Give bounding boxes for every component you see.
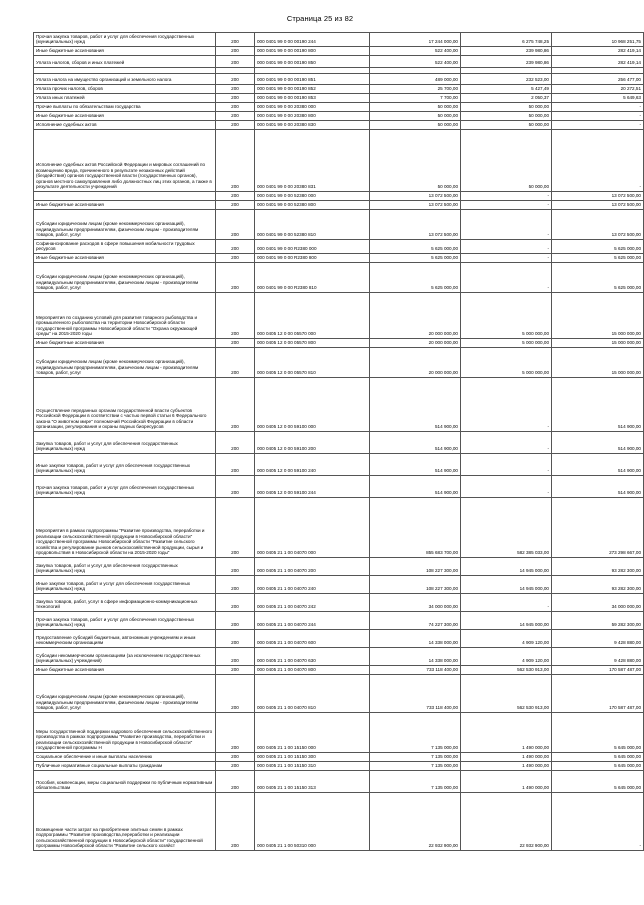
row-approved-cell: 13 072 500,00 [370, 192, 461, 201]
table-row [34, 612, 644, 630]
row-name-cell: Закупка товаров, работ и услуг для обеспечения государственных (муниципальных) нужд [34, 558, 216, 576]
row-code-cell: 200 [216, 112, 255, 121]
table-row [34, 762, 644, 771]
row-approved-cell: 50 000,00 [370, 121, 461, 130]
row-approved-cell: 5 625 000,00 [370, 263, 461, 293]
row-code-cell: 200 [216, 85, 255, 94]
row-code-cell: 200 [216, 192, 255, 201]
table-row [34, 713, 644, 753]
row-name-cell: Закупка товаров, работ, услуг в сфере информационно-коммуникационных технологий [34, 594, 216, 612]
table-row [34, 498, 644, 558]
row-kbk-cell: 000 0401 99 0 00 52380 810 [255, 210, 370, 240]
row-remaining-cell: - [552, 121, 644, 130]
row-executed-cell: 1 490 000,00 [461, 762, 552, 771]
row-code-cell: 200 [216, 793, 255, 851]
row-kbk-cell: 000 0405 21 1 00 04070 242 [255, 594, 370, 612]
row-kbk-cell: 000 0405 21 1 00 04070 630 [255, 648, 370, 666]
row-executed-cell: - [461, 240, 552, 254]
table-row [34, 240, 644, 254]
table-row [34, 339, 644, 348]
row-kbk-cell: 000 0405 21 1 00 04070 800 [255, 666, 370, 675]
row-code-cell: 200 [216, 240, 255, 254]
row-remaining-cell: 15 000 000,00 [552, 348, 644, 378]
row-name-cell: Иные бюджетные ассигнования [34, 201, 216, 210]
row-remaining-cell: 282 419,14 [552, 47, 644, 56]
row-kbk-cell: 000 0401 99 0 00 00190 851 [255, 74, 370, 85]
row-approved-cell: 13 072 500,00 [370, 210, 461, 240]
row-kbk-cell: 000 0405 21 1 00 50310 000 [255, 793, 370, 851]
row-code-cell: 200 [216, 94, 255, 103]
row-approved-cell: 108 227 300,00 [370, 558, 461, 576]
row-code-cell: 200 [216, 576, 255, 594]
row-name-cell: Уплата прочих налогов, сборов [34, 85, 216, 94]
table-row [34, 121, 644, 130]
row-executed-cell: - [461, 192, 552, 201]
row-remaining-cell: 273 298 667,00 [552, 498, 644, 558]
row-approved-cell: 733 118 400,00 [370, 666, 461, 675]
row-remaining-cell: - [552, 130, 644, 192]
row-code-cell: 200 [216, 74, 255, 85]
table-row [34, 476, 644, 498]
row-approved-cell: 17 244 000,00 [370, 33, 461, 47]
table-row [34, 130, 644, 192]
row-approved-cell: 7 135 000,00 [370, 771, 461, 793]
row-approved-cell: 50 000,00 [370, 112, 461, 121]
row-remaining-cell: 10 968 251,75 [552, 33, 644, 47]
row-name-cell: Иные бюджетные ассигнования [34, 112, 216, 121]
row-remaining-cell: 93 282 300,00 [552, 576, 644, 594]
row-approved-cell: 13 072 500,00 [370, 201, 461, 210]
row-kbk-cell: 000 0401 99 0 00 20380 830 [255, 121, 370, 130]
row-code-cell: 200 [216, 630, 255, 648]
row-code-cell: 200 [216, 648, 255, 666]
row-approved-cell: 50 000,00 [370, 103, 461, 112]
row-kbk-cell: 000 0401 99 0 00 00190 850 [255, 56, 370, 68]
table-row [34, 210, 644, 240]
row-code-cell: 200 [216, 263, 255, 293]
row-executed-cell: 14 945 000,00 [461, 558, 552, 576]
row-approved-cell: 22 932 900,00 [370, 793, 461, 851]
row-remaining-cell: 9 428 880,00 [552, 648, 644, 666]
row-name-cell [34, 192, 216, 201]
row-kbk-cell: 000 0405 12 0 00 59100 000 [255, 378, 370, 432]
row-executed-cell: 4 909 120,00 [461, 648, 552, 666]
row-kbk-cell: 000 0405 21 1 00 04070 810 [255, 675, 370, 713]
table-row [34, 112, 644, 121]
row-name-cell: Предоставление субсидий бюджетным, автономным учреждениям и иным некоммерческим организациям [34, 630, 216, 648]
row-remaining-cell: 15 000 000,00 [552, 293, 644, 339]
table-row [34, 432, 644, 454]
row-name-cell: Осуществление переданных органам государственной власти субъектов Российской Федерации в соответствии с частью первой статьи 6 Федерального закона "О животном мире" полномочий Российской Федерации в области организации, регулирования и охраны водных биоресурсов [34, 378, 216, 432]
row-name-cell: Иные бюджетные ассигнования [34, 254, 216, 263]
row-code-cell: 200 [216, 498, 255, 558]
row-executed-cell: 1 490 000,00 [461, 753, 552, 762]
row-executed-cell: 5 427,49 [461, 85, 552, 94]
row-executed-cell: 1 490 000,00 [461, 771, 552, 793]
row-name-cell: Прочие выплаты по обязательствам государства [34, 103, 216, 112]
row-remaining-cell: 13 072 500,00 [552, 201, 644, 210]
row-approved-cell: 20 000 000,00 [370, 339, 461, 348]
row-executed-cell: 22 932 900,00 [461, 793, 552, 851]
row-code-cell: 200 [216, 130, 255, 192]
row-code-cell: 200 [216, 771, 255, 793]
table-row [34, 666, 644, 675]
table-row [34, 630, 644, 648]
row-name-cell: Мероприятия в рамках подпрограммы "Развитие производства, переработки и реализации сельскохозяйственной продукции в Новосибирской области" государственной программы Новосибирской области "Развитие сельского хозяйства и регулирование рынков сельскохозяйственной продукции, сырья и продовольствия в Новосибирской области на 2015-2020 годы" [34, 498, 216, 558]
row-code-cell: 200 [216, 33, 255, 47]
table-row [34, 378, 644, 432]
table-row [34, 793, 644, 851]
row-code-cell: 200 [216, 47, 255, 56]
row-kbk-cell: 000 0405 21 1 00 04070 240 [255, 576, 370, 594]
row-code-cell: 200 [216, 666, 255, 675]
row-name-cell: Возмещение части затрат на приобретение элитных семян в рамках подпрограммы "Развитие производства,переработки и реализации сельскохозяйственной продукции в Новосибирской области" государственной программы Новосибирской области "Развитие сельского хозяйст [34, 793, 216, 851]
row-name-cell: Субсидии юридическим лицам (кроме некоммерческих организаций), индивидуальным предпринимателям, физическим лицам - производителям товаров, работ, услуг [34, 210, 216, 240]
row-remaining-cell: 5 645 000,00 [552, 762, 644, 771]
row-executed-cell: 14 945 000,00 [461, 612, 552, 630]
row-executed-cell: 2 050,37 [461, 94, 552, 103]
table-row [34, 348, 644, 378]
row-kbk-cell: 000 0401 99 0 00 R2380 810 [255, 263, 370, 293]
row-code-cell: 200 [216, 103, 255, 112]
row-approved-cell: 7 135 000,00 [370, 762, 461, 771]
row-remaining-cell: 13 072 500,00 [552, 192, 644, 201]
row-name-cell: Исполнение судебных актов Российской Федерации и мировых соглашений по возмещению вреда, причиненного в результате незаконных действий (бездействия) органов государственной власти (государственных органов), органов местного самоуправления либо должностных лиц этих органов, а также в результате деятельности учреждений [34, 130, 216, 192]
table-row [34, 558, 644, 576]
row-approved-cell: 514 900,00 [370, 454, 461, 476]
row-approved-cell: 108 227 300,00 [370, 576, 461, 594]
row-approved-cell: 7 135 000,00 [370, 713, 461, 753]
row-approved-cell: 522 400,00 [370, 47, 461, 56]
table-row [34, 576, 644, 594]
table-row [34, 56, 644, 68]
row-remaining-cell: - [552, 793, 644, 851]
row-approved-cell: 514 900,00 [370, 476, 461, 498]
row-executed-cell: 239 980,86 [461, 47, 552, 56]
row-kbk-cell: 000 0405 21 1 00 15150 313 [255, 771, 370, 793]
row-name-cell: Субсидии юридическим лицам (кроме некоммерческих организаций), индивидуальным предпринимателям, физическим лицам - производителям товаров, работ, услуг [34, 263, 216, 293]
row-approved-cell: 733 118 400,00 [370, 675, 461, 713]
row-code-cell: 200 [216, 753, 255, 762]
row-kbk-cell: 000 0401 99 0 00 20380 800 [255, 112, 370, 121]
row-name-cell: Иные закупки товаров, работ и услуг для обеспечения государственных (муниципальных) нужд [34, 576, 216, 594]
table-row [34, 201, 644, 210]
row-executed-cell: - [461, 432, 552, 454]
row-approved-cell: 20 000 000,00 [370, 348, 461, 378]
row-remaining-cell: 5 625 000,00 [552, 263, 644, 293]
row-remaining-cell: - [552, 112, 644, 121]
row-remaining-cell: - [552, 103, 644, 112]
row-remaining-cell: 170 587 487,00 [552, 675, 644, 713]
row-executed-cell: - [461, 454, 552, 476]
row-kbk-cell: 000 0401 99 0 00 00190 800 [255, 47, 370, 56]
row-remaining-cell: 514 900,00 [552, 476, 644, 498]
row-executed-cell: 582 385 033,00 [461, 498, 552, 558]
row-approved-cell: 7 700,00 [370, 94, 461, 103]
row-kbk-cell: 000 0405 21 1 00 04070 244 [255, 612, 370, 630]
row-kbk-cell: 000 0401 99 0 00 20380 000 [255, 103, 370, 112]
table-row [34, 753, 644, 762]
row-remaining-cell: 34 000 000,00 [552, 594, 644, 612]
table-row [34, 771, 644, 793]
row-remaining-cell: 9 428 880,00 [552, 630, 644, 648]
row-executed-cell: - [461, 378, 552, 432]
page-header: Страница 25 из 82 [286, 14, 354, 23]
row-remaining-cell: 20 272,51 [552, 85, 644, 94]
row-executed-cell: 5 000 000,00 [461, 293, 552, 339]
row-approved-cell: 20 000 000,00 [370, 293, 461, 339]
row-kbk-cell: 000 0405 12 0 00 59100 200 [255, 432, 370, 454]
row-code-cell: 200 [216, 432, 255, 454]
table-body [34, 33, 644, 851]
row-code-cell: 200 [216, 476, 255, 498]
row-name-cell: Пособия, компенсации, меры социальной поддержки по публичным нормативным обязательствам [34, 771, 216, 793]
row-kbk-cell: 000 0405 21 1 00 15150 300 [255, 753, 370, 762]
row-approved-cell: 74 227 300,00 [370, 612, 461, 630]
table-row [34, 293, 644, 339]
table-row [34, 648, 644, 666]
row-name-cell: Субсидии юридическим лицам (кроме некоммерческих организаций), индивидуальным предпринимателям, физическим лицам - производителям товаров, работ, услуг [34, 348, 216, 378]
row-kbk-cell: 000 0401 99 0 00 R2380 000 [255, 240, 370, 254]
row-remaining-cell: 5 645 000,00 [552, 771, 644, 793]
row-approved-cell: 7 135 000,00 [370, 753, 461, 762]
row-kbk-cell: 000 0405 12 0 00 59100 244 [255, 476, 370, 498]
row-remaining-cell: 170 587 487,00 [552, 666, 644, 675]
row-name-cell: Социальное обеспечение и иные выплаты населению [34, 753, 216, 762]
row-approved-cell: 514 900,00 [370, 432, 461, 454]
row-executed-cell: 14 945 000,00 [461, 576, 552, 594]
row-code-cell: 200 [216, 201, 255, 210]
row-name-cell: Субсидии юридическим лицам (кроме некоммерческих организаций), индивидуальным предпринимателям, физическим лицам - производителям товаров, работ, услуг [34, 675, 216, 713]
row-kbk-cell: 000 0405 21 1 00 04070 600 [255, 630, 370, 648]
row-name-cell: Уплата иных платежей [34, 94, 216, 103]
row-name-cell: Иные бюджетные ассигнования [34, 47, 216, 56]
row-name-cell: Уплата налогов, сборов и иных платежей [34, 56, 216, 68]
row-kbk-cell: 000 0405 12 0 00 59100 240 [255, 454, 370, 476]
row-code-cell: 200 [216, 210, 255, 240]
row-remaining-cell: 514 900,00 [552, 378, 644, 432]
row-executed-cell: 50 000,00 [461, 103, 552, 112]
row-name-cell: Прочая закупка товаров, работ и услуг для обеспечения государственных (муниципальных) нужд [34, 612, 216, 630]
row-code-cell: 200 [216, 713, 255, 753]
row-remaining-cell: 514 900,00 [552, 454, 644, 476]
row-code-cell: 200 [216, 339, 255, 348]
row-executed-cell: 562 530 913,00 [461, 666, 552, 675]
row-code-cell: 200 [216, 56, 255, 68]
row-kbk-cell: 000 0401 99 0 00 52380 800 [255, 201, 370, 210]
row-remaining-cell: 5 625 000,00 [552, 254, 644, 263]
row-executed-cell: - [461, 254, 552, 263]
row-approved-cell: 50 000,00 [370, 130, 461, 192]
row-approved-cell: 5 625 000,00 [370, 254, 461, 263]
row-remaining-cell: 5 645 000,00 [552, 713, 644, 753]
row-remaining-cell: 5 645 000,00 [552, 753, 644, 762]
row-kbk-cell: 000 0405 21 1 00 04070 200 [255, 558, 370, 576]
row-name-cell: Прочая закупка товаров, работ и услуг для обеспечения государственных (муниципальных) нужд [34, 476, 216, 498]
row-kbk-cell: 000 0405 21 1 00 15150 000 [255, 713, 370, 753]
row-executed-cell: 5 000 000,00 [461, 348, 552, 378]
row-kbk-cell: 000 0401 99 0 00 00190 244 [255, 33, 370, 47]
table-row [34, 74, 644, 85]
row-approved-cell: 522 400,00 [370, 56, 461, 68]
row-kbk-cell: 000 0401 99 0 00 00190 852 [255, 85, 370, 94]
table-row [34, 103, 644, 112]
row-name-cell: Иные бюджетные ассигнования [34, 666, 216, 675]
row-kbk-cell: 000 0405 12 0 00 05570 800 [255, 339, 370, 348]
row-name-cell: Иные закупки товаров, работ и услуг для обеспечения государственных (муниципальных) нужд [34, 454, 216, 476]
row-approved-cell: 34 000 000,00 [370, 594, 461, 612]
row-name-cell: Мероприятия по созданию условий для развития товарного рыбоводства и промышленного рыболовства на территории Новосибирской области государственной программы Новосибирской области "Охрана окружающей среды" на 2015-2020 годы [34, 293, 216, 339]
row-executed-cell: 50 000,00 [461, 121, 552, 130]
row-name-cell: Исполнение судебных актов [34, 121, 216, 130]
row-code-cell: 200 [216, 594, 255, 612]
row-code-cell: 200 [216, 558, 255, 576]
row-name-cell: Меры государственной поддержки кадрового обеспечения сельскохозяйственного производства в рамках подпрограммы "Развитие производства, переработки и реализации сельскохозяйственной продукции в Новосибирской области" государственной программы Н [34, 713, 216, 753]
row-name-cell: Софинансирование расходов в сфере повышения мобильности трудовых ресурсов [34, 240, 216, 254]
table-row [34, 263, 644, 293]
row-approved-cell: 14 338 000,00 [370, 630, 461, 648]
budget-table [33, 32, 644, 851]
row-remaining-cell: 13 072 500,00 [552, 210, 644, 240]
row-code-cell: 200 [216, 348, 255, 378]
row-code-cell: 200 [216, 121, 255, 130]
row-executed-cell: - [461, 263, 552, 293]
table-row [34, 254, 644, 263]
table-row [34, 454, 644, 476]
row-executed-cell: 50 000,00 [461, 112, 552, 121]
row-executed-cell: - [461, 476, 552, 498]
row-kbk-cell: 000 0405 21 1 00 15150 310 [255, 762, 370, 771]
row-name-cell: Прочая закупка товаров, работ и услуг для обеспечения государственных (муниципальных) нужд [34, 33, 216, 47]
row-kbk-cell: 000 0401 99 0 00 00190 853 [255, 94, 370, 103]
row-executed-cell: 562 530 913,00 [461, 675, 552, 713]
row-name-cell: Закупка товаров, работ и услуг для обеспечения государственных (муниципальных) нужд [34, 432, 216, 454]
row-kbk-cell: 000 0401 99 0 00 52380 000 [255, 192, 370, 201]
row-name-cell: Уплата налога на имущество организаций и земельного налога [34, 74, 216, 85]
row-code-cell: 200 [216, 612, 255, 630]
row-remaining-cell: 5 649,63 [552, 94, 644, 103]
row-executed-cell: - [461, 594, 552, 612]
row-remaining-cell: 282 419,14 [552, 56, 644, 68]
row-remaining-cell: 256 477,00 [552, 74, 644, 85]
table-row [34, 94, 644, 103]
row-kbk-cell: 000 0401 99 0 00 R2380 800 [255, 254, 370, 263]
row-remaining-cell: 514 900,00 [552, 432, 644, 454]
row-code-cell: 200 [216, 378, 255, 432]
table-row [34, 192, 644, 201]
row-kbk-cell: 000 0401 99 0 00 20380 831 [255, 130, 370, 192]
row-executed-cell: - [461, 201, 552, 210]
row-name-cell: Субсидии некоммерческим организациям (за исключением государственных (муниципальных) учреждений) [34, 648, 216, 666]
row-name-cell: Иные бюджетные ассигнования [34, 339, 216, 348]
row-executed-cell: 239 980,86 [461, 56, 552, 68]
table-row [34, 675, 644, 713]
row-executed-cell: 5 000 000,00 [461, 339, 552, 348]
row-executed-cell: 232 523,00 [461, 74, 552, 85]
row-executed-cell: 6 275 748,25 [461, 33, 552, 47]
table-row [34, 594, 644, 612]
row-remaining-cell: 59 282 300,00 [552, 612, 644, 630]
row-remaining-cell: 93 282 300,00 [552, 558, 644, 576]
row-kbk-cell: 000 0405 21 1 00 04070 000 [255, 498, 370, 558]
row-remaining-cell: 5 625 000,00 [552, 240, 644, 254]
row-remaining-cell: 15 000 000,00 [552, 339, 644, 348]
table-row [34, 47, 644, 56]
row-code-cell: 200 [216, 675, 255, 713]
row-approved-cell: 855 683 700,00 [370, 498, 461, 558]
row-approved-cell: 25 700,00 [370, 85, 461, 94]
row-executed-cell: 4 909 120,00 [461, 630, 552, 648]
row-kbk-cell: 000 0405 12 0 00 05570 810 [255, 348, 370, 378]
row-executed-cell: 1 490 000,00 [461, 713, 552, 753]
row-code-cell: 200 [216, 293, 255, 339]
row-approved-cell: 5 625 000,00 [370, 240, 461, 254]
table-row [34, 85, 644, 94]
row-name-cell: Публичные нормативные социальные выплаты гражданам [34, 762, 216, 771]
row-approved-cell: 14 338 000,00 [370, 648, 461, 666]
row-executed-cell: 50 000,00 [461, 130, 552, 192]
row-approved-cell: 514 900,00 [370, 378, 461, 432]
table-row [34, 33, 644, 47]
row-approved-cell: 489 000,00 [370, 74, 461, 85]
row-code-cell: 200 [216, 254, 255, 263]
row-kbk-cell: 000 0405 12 0 00 05570 000 [255, 293, 370, 339]
row-code-cell: 200 [216, 454, 255, 476]
row-executed-cell: - [461, 210, 552, 240]
row-code-cell: 200 [216, 762, 255, 771]
